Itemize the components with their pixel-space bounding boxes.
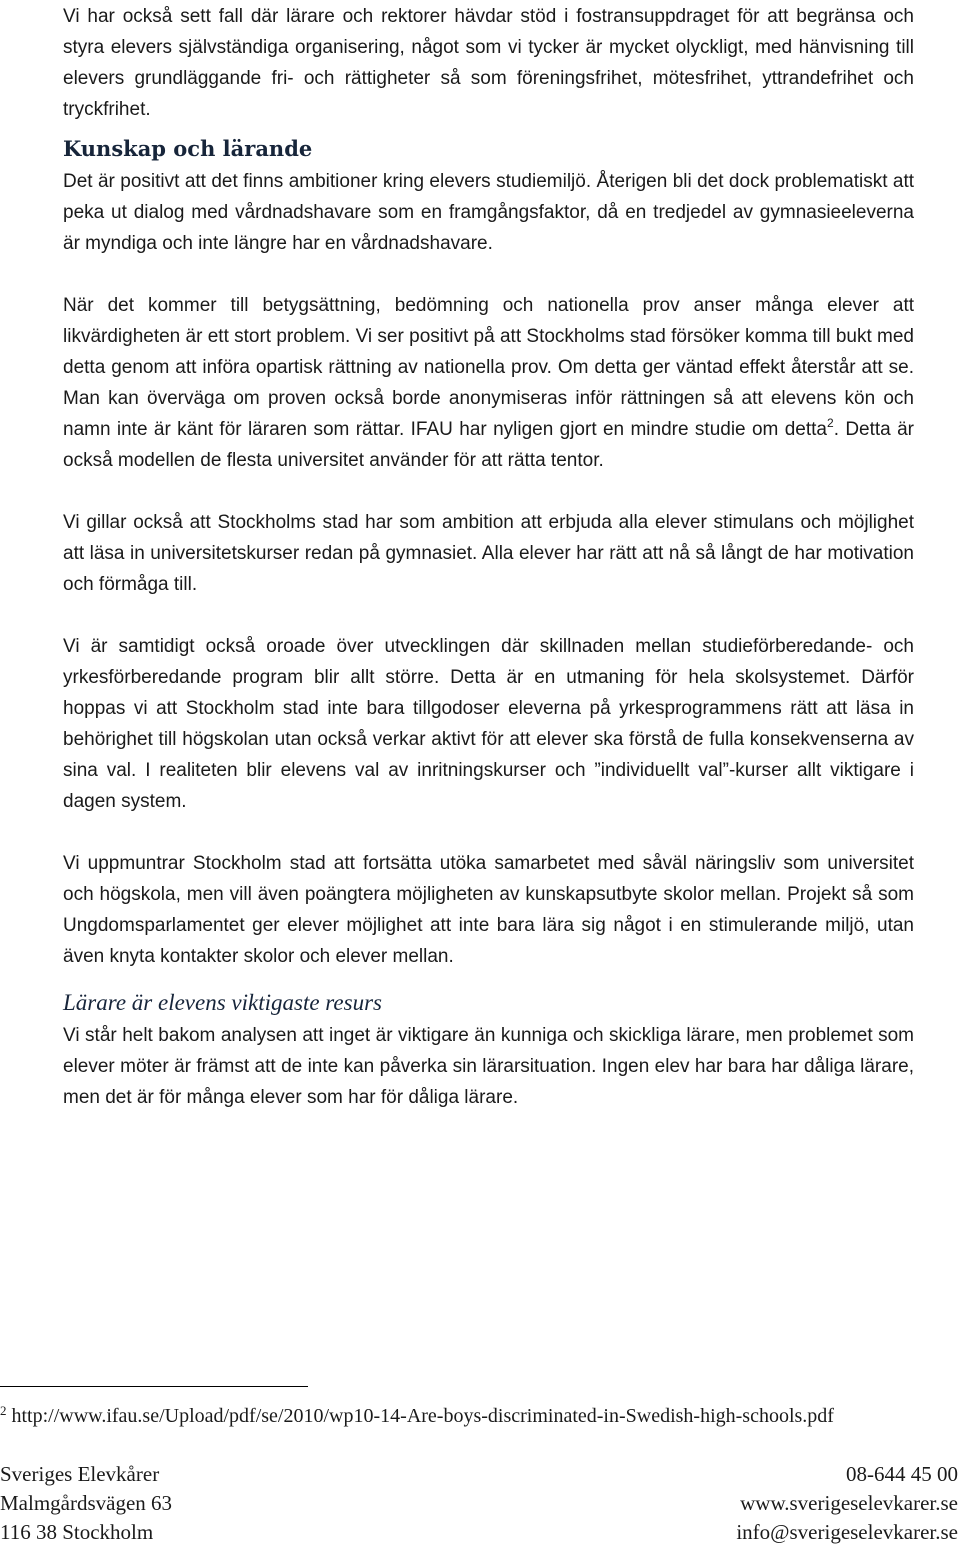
footer-org-name: Sveriges Elevkårer	[0, 1462, 160, 1486]
footnote-divider	[0, 1386, 308, 1387]
paragraph-betygsattning-end: . Detta är också modellen de flesta universitet använder för att rätta tentor.	[63, 419, 914, 471]
footnote-number: 2	[0, 1403, 7, 1418]
page-footer	[0, 1460, 960, 1547]
footer-row-2	[0, 1489, 960, 1518]
paragraph-intro: Vi har också sett fall där lärare och rektorer hävdar stöd i fostransuppdraget för att begränsa och styra elevers självständiga organisering, något som vi tycker är mycket olyckligt, med hänvisning till elevers grundläggande fri- och rättigheter så som föreningsfrihet, mötesfrihet, yttrandefrihet och tryckfrihet.	[63, 6, 914, 120]
paragraph-samarbete: Vi uppmuntrar Stockholm stad att fortsätta utöka samarbetet med såväl näringsliv som universitet och högskola, men vill även poängtera möjligheten av kunskapsutbyte skolor mellan. Projekt så som Ungdomsparlamentet ger elever möjlighet att inte bara lära sig något i en stimulerande miljö, utan även knyta kontakter skolor och elever mellan.	[63, 853, 914, 967]
paragraph-betygsattning-text: När det kommer till betygsättning, bedömning och nationella prov anser många elever att likvärdigheten är ett stort problem. Vi ser positivt på att Stockholms stad försöker komma till bukt med detta genom att införa opartisk rättning av nationella prov. Om detta ger väntad effekt återstår att se. Man kan överväga om proven också borde anonymiseras inför rättningen så att elevens kön och namn inte är känt för läraren som rättar. IFAU har nyligen gjort en mindre studie om detta	[63, 295, 914, 440]
heading-kunskap-och-larande: Kunskap och lärande	[63, 136, 313, 161]
paragraph-studiemiljo: Det är positivt att det finns ambitioner kring elevers studiemiljö. Återigen bli det dock problematiskt att peka ut dialog med vårdnadshavare som en framgångsfaktor, då en tredjedel av gymnasieeleverna är myndiga och inte längre har en vårdnadshavare.	[63, 171, 914, 254]
footer-email[interactable]: info@sverigeselevkarer.se	[736, 1520, 958, 1544]
footer-phone: 08-644 45 00	[846, 1462, 958, 1486]
footer-postal-address: 116 38 Stockholm	[0, 1520, 154, 1544]
paragraph-yrkesprogram: Vi är samtidigt också oroade över utvecklingen där skillnaden mellan studieförberedande- och yrkesförberedande program blir allt större. Detta är en utmaning för hela skolsystemet. Därför hoppas vi att Stockholm stad inte bara tillgodoser eleverna på yrkesprogrammens rätt att läsa in behörighet till högskolan utan också verkar aktivt för att elever ska förstå de fulla konsekvenserna av sina val. I realiteten blir elevens val av inritningskurser och ”individuellt val”-kurser allt viktigare i dagen system.	[63, 636, 914, 812]
heading-larare: Lärare är elevens viktigaste resurs	[63, 990, 382, 1015]
footnote-reference: 2	[827, 416, 834, 430]
document-body	[63, 1, 914, 1113]
footnote-link[interactable]: http://www.ifau.se/Upload/pdf/se/2010/wp10-14-Are-boys-discriminated-in-Swedish-high-schools.pdf	[11, 1405, 834, 1427]
footer-row-1	[0, 1460, 960, 1489]
footer-website[interactable]: www.sverigeselevkarer.se	[740, 1491, 958, 1515]
paragraph-betygsattning	[63, 290, 914, 476]
footer-row-3	[0, 1518, 960, 1547]
footnote	[0, 1402, 940, 1430]
paragraph-larare: Vi står helt bakom analysen att inget är viktigare än kunniga och skickliga lärare, men problemet som elever möter är främst att de inte kan påverka sin lärarsituation. Ingen elev har bara har dåliga lärare, men det är för många elever som har för dåliga lärare.	[63, 1025, 914, 1108]
footer-street: Malmgårdsvägen 63	[0, 1491, 173, 1515]
paragraph-universitetskurser: Vi gillar också att Stockholms stad har som ambition att erbjuda alla elever stimulans och möjlighet att läsa in universitetskurser redan på gymnasiet. Alla elever har rätt att nå så långt de har motivation och förmåga till.	[63, 512, 914, 595]
